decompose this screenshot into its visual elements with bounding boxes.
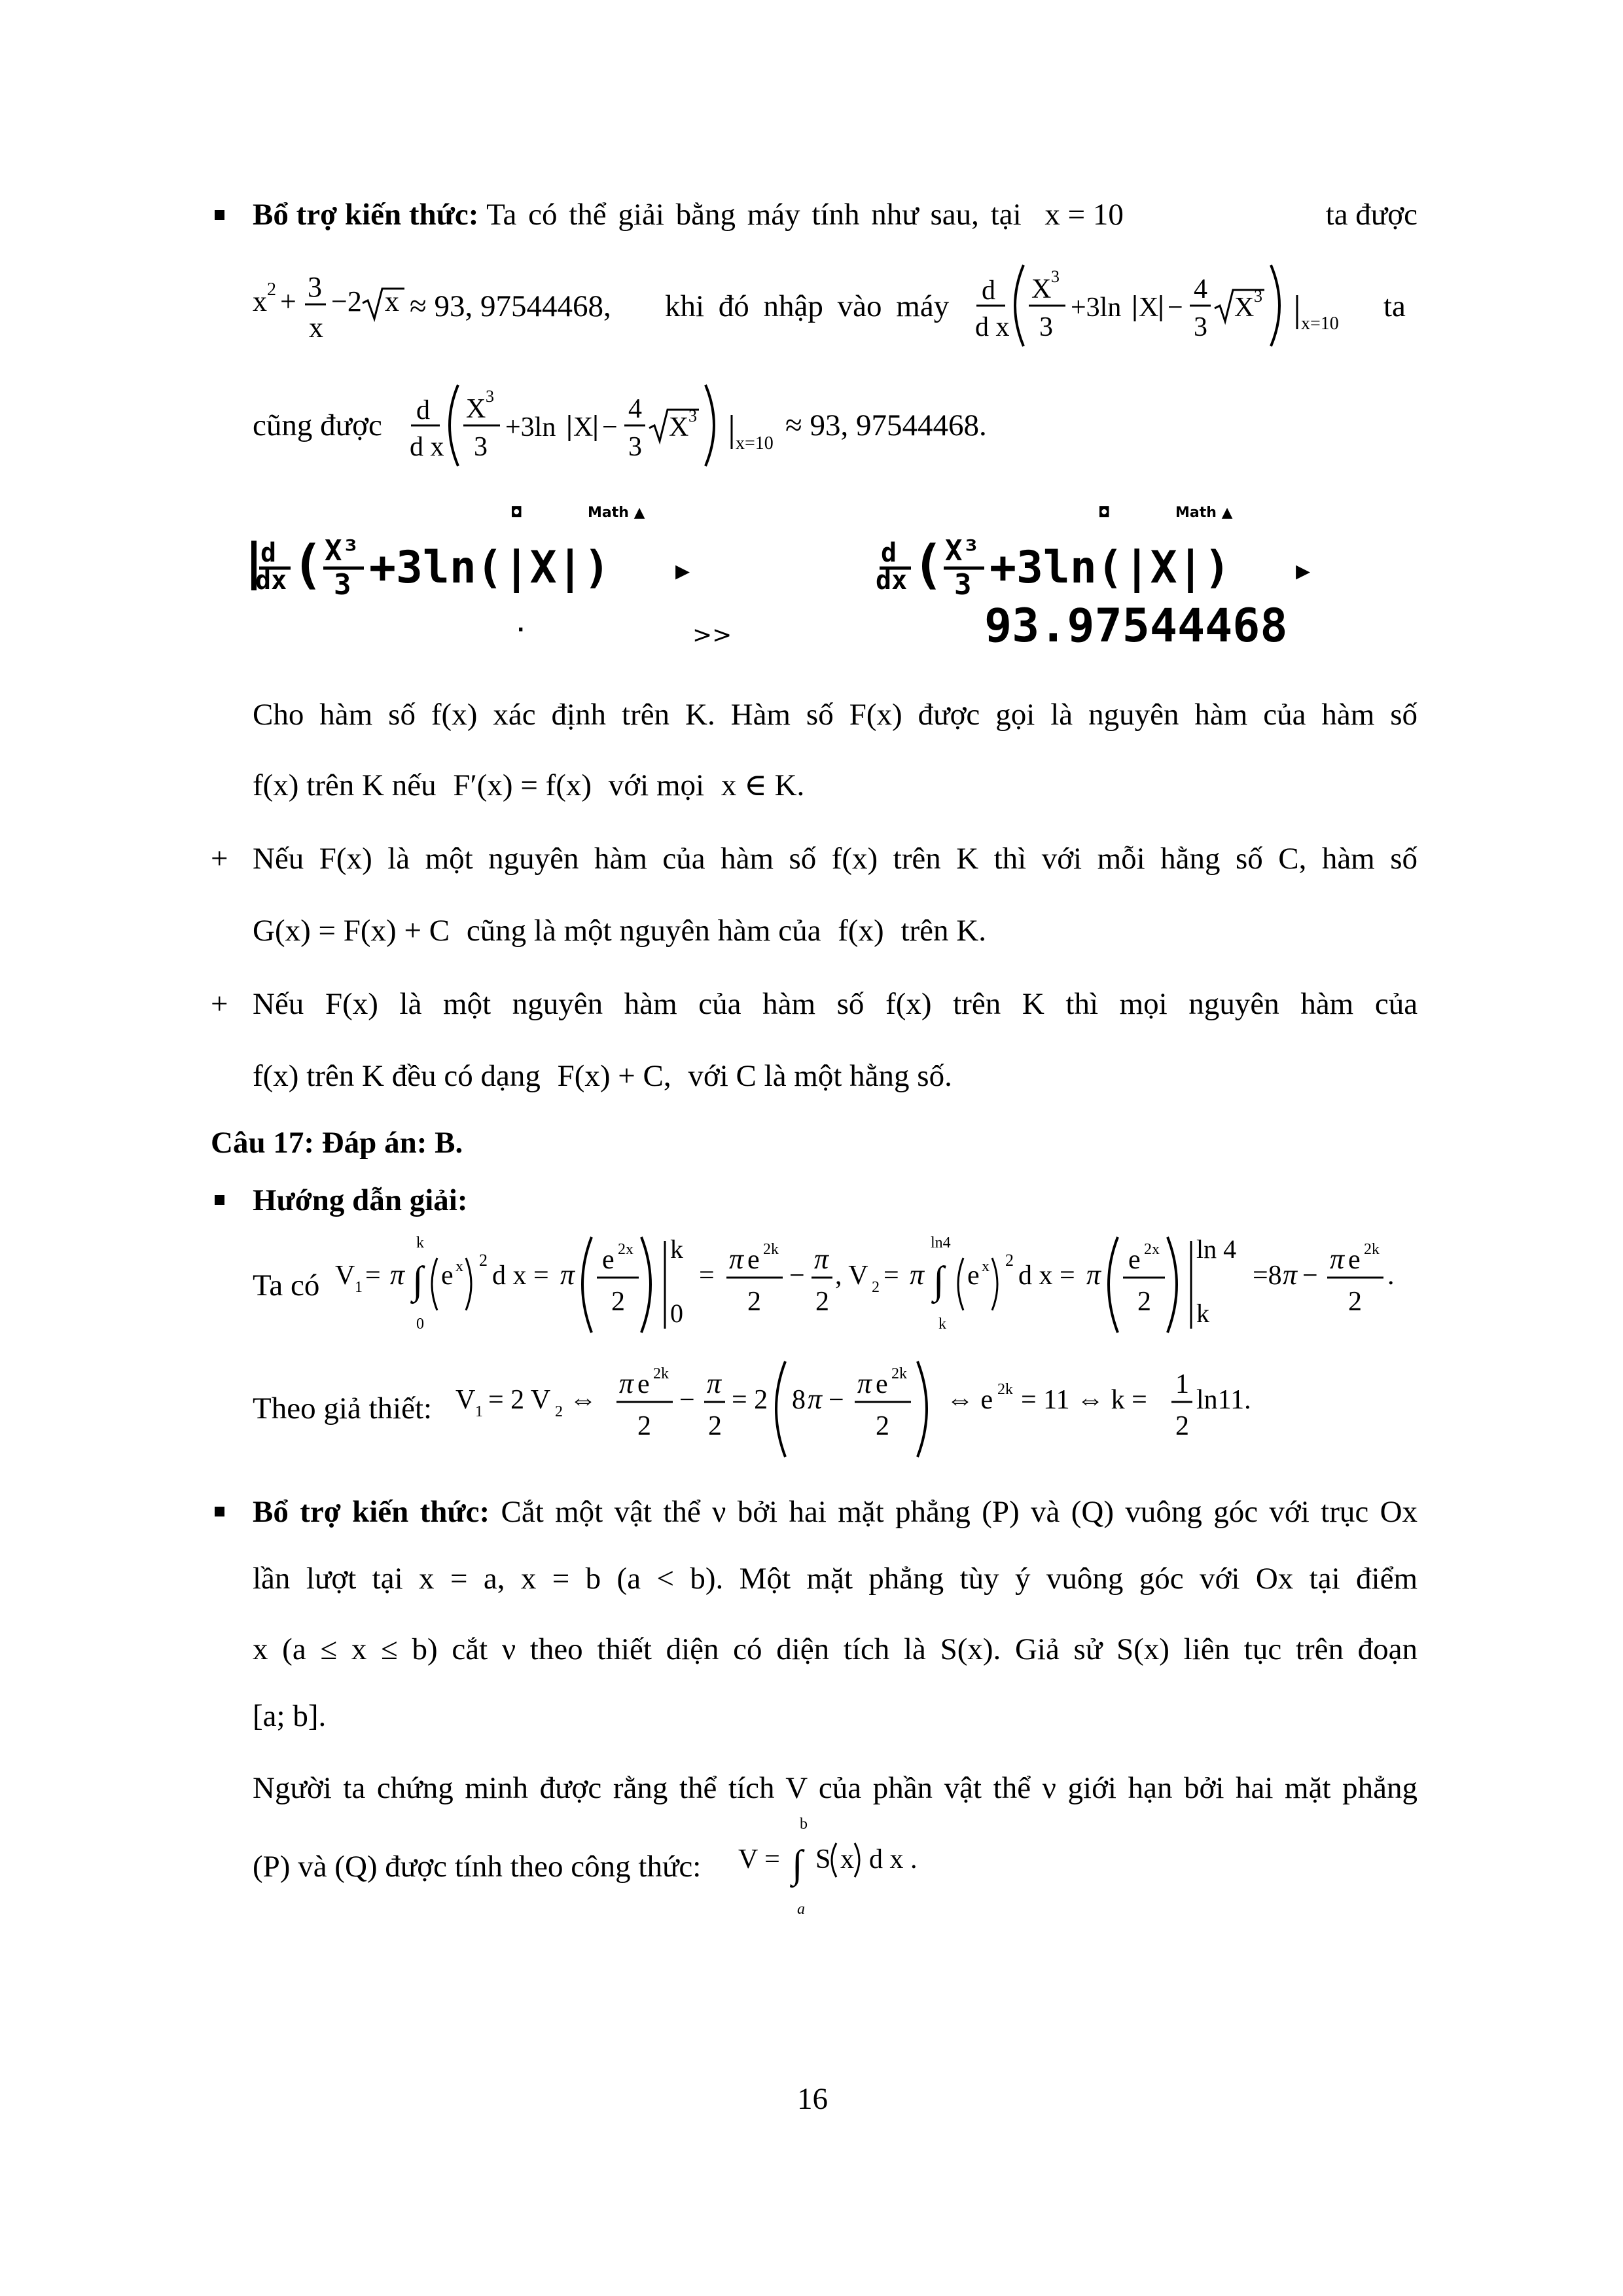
property1-line2 [253,911,986,950]
tip2-line5: Người ta chứng minh được rằng thể tích V của phần vật thể ν giới hạn bởi hai mặt phẳng [253,1771,1418,1805]
svg-text:b: b [800,1816,808,1833]
svg-text:x: x [982,1258,990,1275]
svg-text:∫: ∫ [933,1259,944,1302]
svg-text:2: 2 [611,1287,625,1317]
svg-text:3: 3 [954,568,972,601]
svg-text:2k: 2k [763,1241,779,1258]
svg-text:ln11.: ln11. [1196,1385,1251,1415]
svg-text:e: e [747,1245,760,1275]
p1-F: F(x) [319,842,372,876]
tip2-line3-S2: S(x) [1116,1632,1169,1666]
page-number: 16 [797,2082,828,2116]
tip1-line1-text: Ta có thể giải bằng máy tính như sau, tại [486,198,1022,232]
p1-f: f(x) [831,842,878,876]
def-text-b: xác định trên K. Hàm số [493,698,834,732]
svg-text:−: − [829,1385,844,1415]
square-bullet-icon [215,1195,224,1205]
tip2-line2 [253,1559,1418,1598]
svg-text:d x =: d x = [1018,1261,1075,1291]
p1-text-line2: cũng là một nguyên hàm của [466,914,821,948]
svg-text:2k: 2k [891,1365,907,1382]
svg-text:2: 2 [872,1279,880,1296]
svg-text:3: 3 [1254,287,1262,306]
svg-text:e: e [637,1369,650,1399]
svg-text:x: x [253,285,267,317]
svg-text:◘: ◘ [1098,505,1111,521]
tip2-line3 [253,1630,1418,1669]
svg-text:x: x [455,1258,463,1275]
tip1-line2-tail: ta [1383,289,1406,323]
calculator-mode-label: Math ▲ [588,505,645,521]
def-F: F(x) [849,698,902,732]
def-line2 [253,766,804,805]
svg-text:▸: ▸ [675,554,690,587]
tip2-line3-b: cắt ν theo thiết diện có diện tích là [452,1632,926,1666]
tip1-derivative-expression [963,252,1356,350]
svg-text:X: X [573,412,594,442]
svg-text:0: 0 [416,1316,424,1333]
p1-text-a: Nếu [253,842,304,876]
tip1-line3-result: ≈ 93, 97544468. [785,408,987,442]
guide-label: Hướng dẫn giải: [253,1183,468,1217]
svg-text:+3ln(|X|): +3ln(|X|) [369,542,611,594]
svg-text:x=10: x=10 [1301,314,1339,334]
tip1-approx-value: ≈ 93, 97544468, [410,289,611,323]
tip2-line3-d: liên tục trên đoạn [1183,1632,1418,1666]
svg-text:= 2 V: = 2 V [488,1385,551,1415]
svg-text:+: + [280,285,296,317]
def-text-a: Cho hàm số [253,698,416,732]
svg-text:3: 3 [1194,312,1207,342]
calculator-screen-input [249,491,720,661]
p1-line2-tail: trên K. [901,914,986,948]
svg-text:d x: d x [975,312,1010,342]
svg-text:2: 2 [1348,1287,1362,1317]
svg-text:∫: ∫ [792,1842,803,1886]
svg-text:3: 3 [1039,312,1053,342]
svg-text:−: − [1168,293,1183,323]
tip2-label: Bổ trợ kiến thức: [253,1495,490,1529]
svg-text:k: k [416,1234,424,1251]
svg-text:2: 2 [876,1411,889,1441]
svg-text:+3ln: +3ln [505,412,556,442]
tip1-derivative-expression-repeat [398,372,791,470]
hypothesis-equation [452,1355,1329,1466]
svg-text:(: ( [912,534,944,595]
svg-text:8: 8 [792,1385,806,1415]
svg-text:=8: =8 [1253,1261,1282,1291]
svg-text:2: 2 [637,1411,651,1441]
tip2-line4: [a; b]. [253,1699,327,1733]
svg-text:⇔ e: ⇔ e [946,1385,993,1415]
svg-text:X: X [466,394,486,424]
p2-text-b: là một nguyên hàm của hàm số [399,987,865,1021]
svg-text:3: 3 [688,406,697,425]
property1-marker: + [211,842,228,876]
svg-text:X: X [1234,293,1255,323]
v-prefix: Ta có [253,1268,320,1302]
tip1-line3-prefix: cũng được [253,408,382,442]
svg-text:2k: 2k [1364,1241,1380,1258]
svg-text:3: 3 [486,387,494,406]
svg-text:1: 1 [1175,1369,1189,1399]
svg-text:0: 0 [670,1299,683,1328]
svg-text:2: 2 [479,1251,488,1270]
svg-text:π: π [857,1367,872,1399]
svg-text:4: 4 [1194,274,1207,304]
svg-text:+3ln(|X|): +3ln(|X|) [990,542,1231,594]
def-text-c: được gọi là nguyên hàm của hàm số [918,698,1418,732]
svg-text:ln4: ln4 [931,1234,951,1251]
p2-line2-equation: F(x) + C, [557,1059,671,1093]
svg-text:π: π [910,1259,925,1291]
svg-text:V: V [455,1385,476,1415]
svg-text:k: k [938,1316,946,1333]
svg-text:2: 2 [555,1403,563,1420]
property1-line1 [253,839,1418,878]
svg-text:d: d [260,538,277,568]
svg-text:.: . [1387,1261,1395,1291]
def2-equation: F′(x) = f(x) [453,768,592,802]
svg-text:d: d [982,276,995,306]
svg-text:−: − [789,1261,805,1291]
svg-text:a: a [797,1901,805,1918]
svg-text:d: d [881,538,897,568]
svg-text:−: − [679,1385,695,1415]
svg-text:e: e [1128,1245,1141,1275]
svg-text:2x: 2x [618,1241,633,1258]
calculator-status-icon: ◘ [510,505,523,521]
svg-text:4: 4 [628,394,642,424]
svg-text:, V: , V [835,1261,868,1291]
svg-text:X³: X³ [945,534,980,567]
svg-text:d: d [416,395,430,425]
def2-text-c: với mọi [608,768,705,802]
p2-line2-text: trên K đều có dạng [306,1059,541,1093]
tip1-line2-text: khi đó nhập vào máy [665,289,950,323]
svg-text:π: π [808,1383,823,1415]
p1-equation: G(x) = F(x) + C [253,914,450,948]
svg-text:2x: 2x [1144,1241,1160,1258]
svg-text:X: X [1139,293,1159,323]
svg-text:2: 2 [1175,1411,1189,1441]
svg-text:π: π [729,1243,744,1275]
svg-text:2: 2 [267,279,276,300]
svg-text:2: 2 [815,1287,829,1317]
svg-text:−2: −2 [331,285,362,317]
def-f: f(x) [431,698,478,732]
svg-text:2: 2 [708,1411,722,1441]
svg-text:e: e [1348,1245,1361,1275]
calculator-arrow: >> [692,622,732,649]
svg-text:=: = [883,1261,899,1291]
svg-text:x: x [840,1844,854,1874]
tip2-line2-b: Một mặt phẳng tùy ý vuông góc với Ox tại điểm [739,1562,1418,1596]
svg-text:3: 3 [334,568,351,601]
volume-formula [737,1813,953,1918]
svg-text:2k: 2k [653,1365,669,1382]
svg-text:Math ▲: Math ▲ [1175,505,1233,521]
svg-text:e: e [602,1245,615,1275]
svg-text:π: π [1283,1259,1298,1291]
tip2-line6: (P) và (Q) được tính theo công thức: [253,1850,702,1884]
svg-text:V: V [335,1261,355,1291]
svg-text:▸: ▸ [1296,554,1311,587]
p2-F: F(x) [325,987,378,1021]
tip2-line3-c: Giả sử [1014,1632,1103,1666]
svg-text:1: 1 [355,1279,363,1296]
tip2-line3-a: x (a ≤ x ≤ b) [253,1632,438,1666]
p2-text-c: trên K thì mọi nguyên hàm của [953,987,1418,1021]
p2-line2-f: f(x) [253,1059,299,1093]
svg-text:3: 3 [308,271,322,303]
svg-text:=: = [365,1261,381,1291]
svg-text:= 11 ⇔ k =: = 11 ⇔ k = [1021,1385,1147,1415]
svg-text:−: − [602,412,618,442]
def2-text-b: trên K nếu [306,768,437,802]
svg-text:3: 3 [1051,267,1060,286]
property2-line1 [253,984,1418,1024]
property2-marker: + [211,987,228,1021]
svg-text:e: e [876,1369,888,1399]
question-title: Câu 17: Đáp án: B. [211,1126,463,1160]
svg-text:X: X [1031,274,1052,304]
p1-text-c: trên K thì với mỗi hằng số C, hàm số [893,842,1418,876]
property2-line2 [253,1056,952,1096]
svg-text:= 2: = 2 [732,1385,768,1415]
square-bullet-icon [215,1507,224,1516]
svg-text:X: X [669,412,689,442]
tip2-line2-a: lần lượt tại [253,1562,403,1596]
p2-line2-tail: với C là một hằng số. [688,1059,952,1093]
svg-text:π: π [560,1259,575,1291]
svg-text:2: 2 [747,1287,761,1317]
svg-text:k: k [1196,1299,1209,1328]
svg-text:ln 4: ln 4 [1196,1234,1237,1264]
svg-text:3: 3 [628,432,642,462]
tip2-line1-text: Cắt một vật thể ν bởi hai mặt phẳng (P) và (Q) vuông góc với trục Ox [501,1495,1418,1529]
p1-line2-f: f(x) [838,914,884,948]
svg-text:dx: dx [876,565,908,596]
svg-text:π: π [707,1367,722,1399]
tip1-x-value: x = 10 [1044,198,1124,232]
svg-text:x=10: x=10 [736,433,774,454]
tip1-label: Bổ trợ kiến thức: [253,198,479,232]
svg-text:∫: ∫ [412,1259,423,1302]
svg-text:π: π [390,1259,405,1291]
p1-text-b: là một nguyên hàm của hàm số [387,842,817,876]
svg-text:·: · [517,619,525,641]
tip2-line2-equation: x = a, x = b (a < b). [419,1562,724,1596]
svg-text:+3ln: +3ln [1071,293,1122,323]
square-bullet-icon [215,210,224,220]
tip2-line1 [253,1492,1418,1532]
tip1-line1 [253,195,1418,234]
tip2-line3-S: S(x). [940,1632,1001,1666]
svg-text:2: 2 [1005,1251,1014,1270]
volume-equation [331,1230,1418,1342]
svg-text:dx: dx [255,565,287,596]
svg-text:d x: d x [410,432,444,462]
svg-text:π: π [619,1367,634,1399]
calculator-result-value: 93.97544468 [984,599,1288,653]
svg-text:e: e [967,1261,980,1291]
svg-text:=: = [699,1261,715,1291]
svg-text:(: ( [292,534,324,595]
svg-text:X³: X³ [325,534,359,567]
svg-text:V =: V = [738,1844,780,1874]
tip1-line1-tail: ta được [1325,198,1418,232]
calculator-screen-result [872,491,1330,661]
svg-text:x: x [385,285,399,317]
svg-text:e: e [441,1261,454,1291]
svg-text:d x .: d x . [869,1844,918,1874]
svg-text:k: k [670,1234,683,1264]
svg-text:1: 1 [475,1403,483,1420]
svg-text:d x =: d x = [492,1261,549,1291]
svg-text:S: S [815,1844,831,1874]
svg-text:x: x [309,312,323,344]
svg-text:3: 3 [474,432,488,462]
svg-text:π: π [814,1243,829,1275]
p2-text-a: Nếu [253,987,304,1021]
def2-f: f(x) [253,768,299,802]
svg-text:π: π [1086,1259,1101,1291]
svg-text:2k: 2k [997,1381,1013,1398]
svg-text:⇔: ⇔ [569,1385,597,1415]
theo-prefix: Theo giả thiết: [253,1391,433,1426]
def-line1 [253,695,1418,734]
p2-f: f(x) [885,987,932,1021]
svg-text:π: π [1330,1243,1345,1275]
def2-text-d: x ∈ K. [721,768,805,802]
svg-text:−: − [1302,1261,1318,1291]
svg-text:2: 2 [1137,1287,1151,1317]
